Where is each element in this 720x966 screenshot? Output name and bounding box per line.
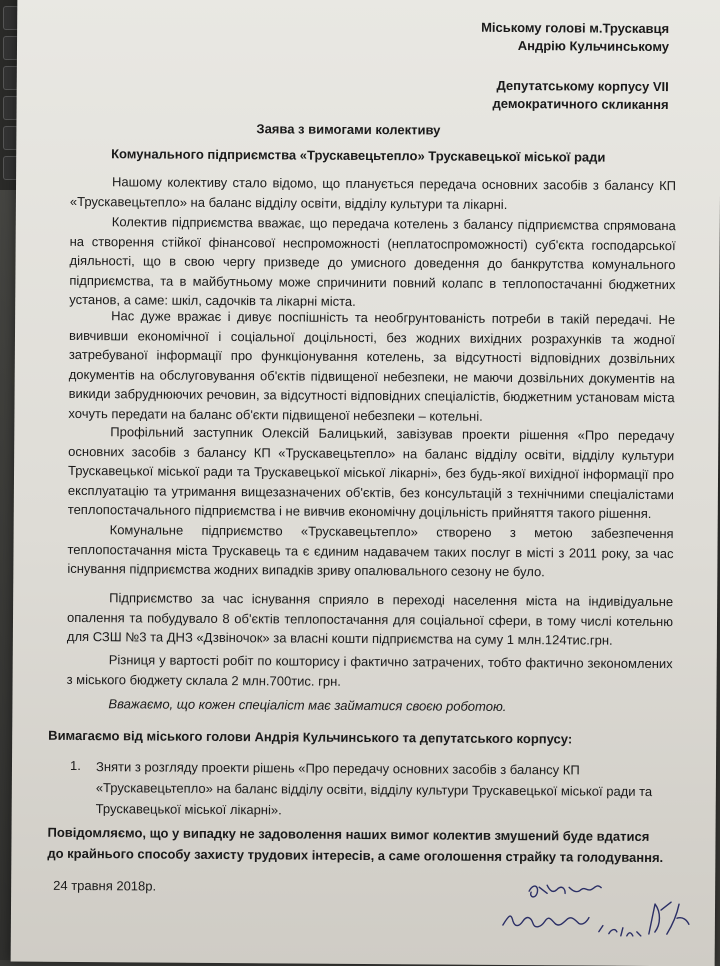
document-subtitle: Комунального підприємства «Трускавецьтепло» Трускавецької міської ради	[111, 146, 606, 165]
paragraph-7	[67, 650, 673, 693]
addressee-line-4: демократичного скликання	[492, 95, 669, 113]
paragraph-8-text: Вважаємо, що кожен спеціаліст має займатися своєю роботою.	[108, 696, 507, 714]
addressee-line-2: Андрію Кульчинському	[517, 38, 670, 55]
paragraph-2	[69, 212, 676, 314]
addressee-line-3: Депутатському корпусу VII	[496, 77, 669, 95]
addressee-line-1: Міському голові м.Трускавця	[481, 19, 670, 37]
document-page	[11, 0, 720, 966]
warning-paragraph: Повідомляємо, що у випадку не задоволення наших вимог колектив змушений буде вдатися до крайнього способу захисту трудових інтересів, а саме оголошення страйку та голодування.	[47, 824, 664, 866]
paragraph-3	[68, 306, 675, 427]
document-title: Заява з вимогами колективу	[256, 121, 441, 138]
paragraph-4-text: Профільний заступник Олексій Балицький, завізував проекти рішення «Про передачу основних засобів з балансу КП «Трускавецьтепло» на баланс відділу освіти, відділу культури Трускавецької міської ради та Трускавецької міської лікарні», без будь-якої вихідної інформації про експлуатацію та утримання вищезазначених об'єктів, без консультацій з технічними спеціалістами теплопостачального підприємства і не вивчив економічну доцільність прийняття такого рішення.	[67, 424, 675, 521]
paragraph-5-text: Комунальне підприємство «Трускавецьтепло» створено з метою забезпечення теплопостачання міста Трускавець та є єдиним надавачем таких послуг в місті з 2011 року, за час існування підприємства жодних випадків зриву опалювального сезону не було.	[67, 522, 674, 580]
demand-item-text: Зняти з розгляду проекти рішень «Про передачу основних засобів з балансу КП «Трускавецьтепло» на баланс відділу освіти, відділу культури Трускавецької міської ради та Трускавецької міської лікарні».	[95, 759, 653, 818]
demand-heading: Вимагаємо від міського голови Андрія Кульчинського та депутатського корпусу:	[48, 727, 573, 747]
paragraph-3-text: Нас дуже вражає і дивує поспішність та необгрунтованість потреби в такій передачі. Не вивчивши економічної і соціальної доцільності, без жодних вихідних розрахунків та жодної затребуваної інформації про функціонування котелень, за відсутності відповідних дозвільних документів на обслуговування об'єктів підвищеної небезпеки, не маючи дозвільних документів на викиди забруднюючих речовин, за відсутності відповідних спеціалістів, бюджетним установам міста хочуть передати на баланс об'єкти підвищеної небезпеки – котельні.	[68, 308, 676, 424]
demand-item-number: 1.	[69, 757, 81, 774]
paragraph-1	[70, 172, 676, 215]
paragraph-5	[67, 520, 673, 583]
paragraph-2-text: Колектив підприємства вважає, що передача котелень з балансу підприємства спрямована на створення стійкої фінансової неспроможності (неплатоспроможності) суб'єкта господарської діяльності, що в свою чергу призведе до умисного доведення до банкрутства комунального підприємства, та в майбутньому може спричинити повний колапс в теплопостачанні бюджетних установ, а саме: шкіл, садочків та лікарні міста.	[69, 214, 676, 309]
paragraph-6-text: Підприємство за час існування сприяло в переході населення міста на індивідуальне опалення та побудувало 8 об'єктів теплопостачання для соціальної сфери, в тому числі котельню для СЗШ №3 та ДНЗ «Дзвіночок» за власні кошти підприємства на суму 1 млн.124тис.грн.	[66, 590, 674, 648]
paragraph-4	[68, 422, 675, 524]
demand-list	[12, 756, 712, 831]
addressee-mayor	[481, 19, 669, 56]
document-date: 24 травня 2018р.	[53, 877, 157, 894]
paragraph-1-text: Нашому колективу стало відомо, що планується передача основних засобів з балансу КП «Трускавецьтепло» на баланс відділу освіти, відділу культури та лікарні.	[69, 174, 677, 212]
handwritten-signature	[499, 873, 700, 954]
addressee-council	[493, 77, 669, 114]
paragraph-6	[67, 588, 673, 651]
paragraph-8	[66, 694, 672, 718]
paragraph-7-text: Різниця у вартості робіт по кошторису і фактично затрачених, тобто фактично зекономлених з міського бюджету склала 2 млн.700тис. грн.	[66, 652, 673, 689]
